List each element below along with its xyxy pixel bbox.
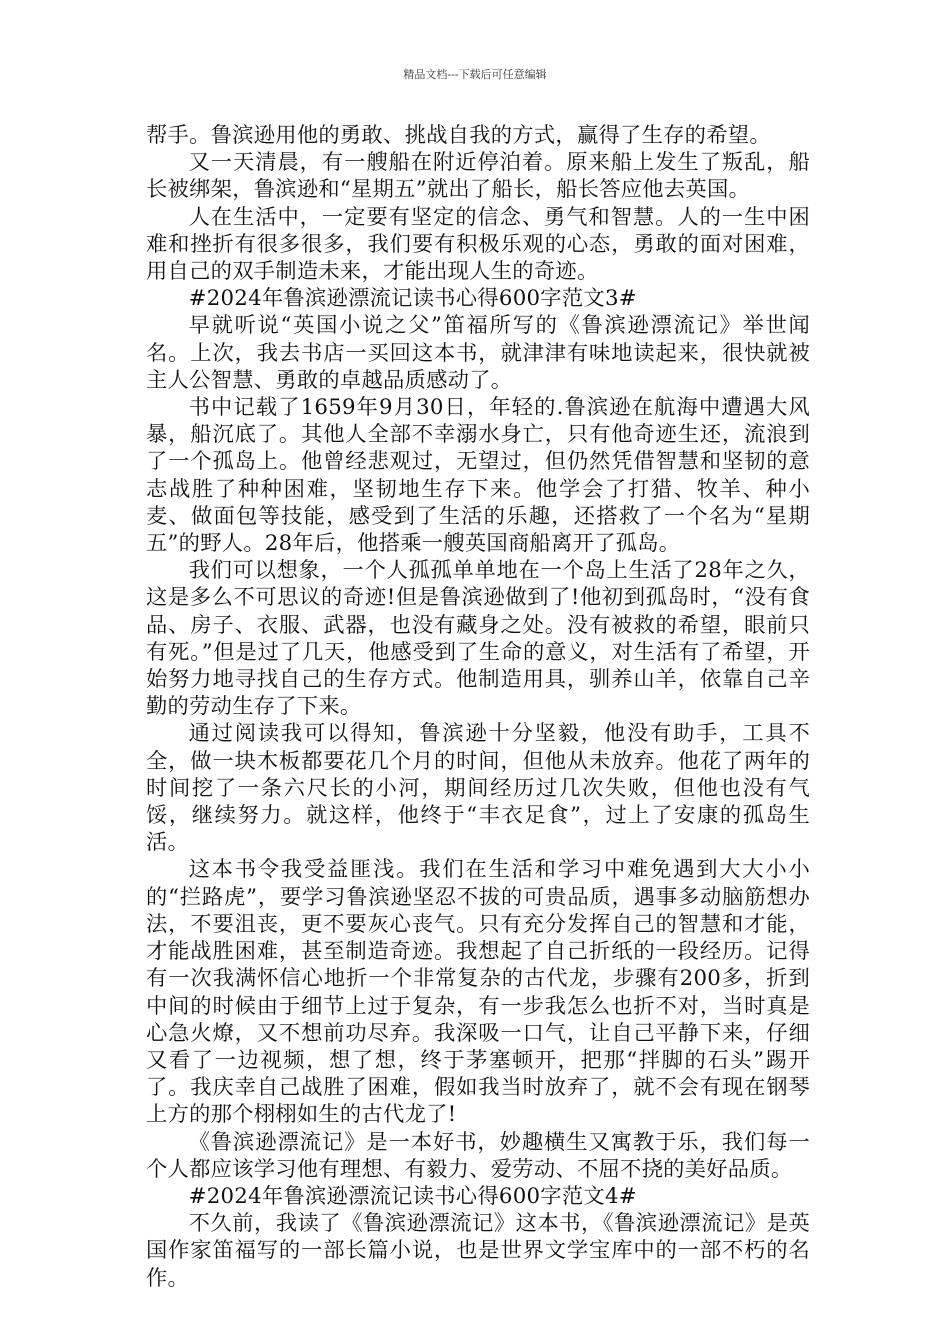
paragraph: 通过阅读我可以得知，鲁滨逊十分坚毅，他没有助手，工具不全，做一块木板都要花几个月的时间，但他从未放弃。他花了两年的时间挖了一条六尺长的小河，期间经历过几次失败，但他也没有气馁，继续努力。就这样，他终于“丰衣足食”，过上了安康的孤岛生活。 [146, 721, 810, 856]
paragraph: 早就听说“英国小说之父”笛福所写的《鲁滨逊漂流记》举世闻名。上次，我去书店一买回这本书，就津津有味地读起来，很快就被主人公智慧、勇敢的卓越品质感动了。 [146, 313, 810, 393]
paragraph: 书中记载了1659年9月30日，年轻的.鲁滨逊在航海中遭遇大风暴，船沉底了。其他人全部不幸溺水身亡，只有他奇迹生还，流浪到了一个孤岛上。他曾经悲观过，无望过，但仍然凭借智慧和坚韧的意志战胜了种种困难，坚韧地生存下来。他学会了打猎、牧羊、种小麦、做面包等技能，感受到了生活的乐趣，还搭救了一个名为“星期五”的野人。28年后，他搭乘一艘英国商船离开了孤岛。 [146, 395, 810, 557]
paragraph: 人在生活中，一定要有坚定的信念、勇气和智慧。人的一生中困难和挫折有很多很多，我们要有积极乐观的心态，勇敢的面对困难，用自己的双手制造未来，才能出现人生的奇迹。 [146, 204, 810, 285]
section-heading: #2024年鲁滨逊漂流记读书心得600字范文4# [188, 1183, 637, 1209]
section-heading: #2024年鲁滨逊漂流记读书心得600字范文3# [188, 286, 637, 312]
paragraph: 《鲁滨逊漂流记》是一本好书，妙趣横生又寓教于乐，我们每一个人都应该学习他有理想、有毅力、爱劳动、不屈不挠的美好品质。 [146, 1129, 810, 1182]
paragraph: 我们可以想象，一个人孤孤单单地在一个岛上生活了28年之久，这是多么不可思议的奇迹!但是鲁滨逊做到了!他初到孤岛时，“没有食品、房子、衣服、武器，也没有藏身之处。没有被救的希望，眼前只有死。”但是过了几天，他感受到了生命的意义，对生活有了希望，开始努力地寻找自己的生存方式。他制造用具，驯养山羊，依靠自己辛勤的劳动生存了下来。 [146, 558, 810, 720]
paragraph: 又一天清晨，有一艘船在附近停泊着。原来船上发生了叛乱，船长被绑架，鲁滨逊和“星期五”就出了船长，船长答应他去英国。 [146, 150, 810, 203]
page-header: 精品文档---下载后可任意编辑 [403, 68, 547, 81]
paragraph: 不久前，我读了《鲁滨逊漂流记》这本书，《鲁滨逊漂流记》是英国作家笛福写的一部长篇小说，也是世界文学宝库中的一部不朽的名作。 [146, 1211, 810, 1291]
paragraph: 这本书令我受益匪浅。我们在生活和学习中难免遇到大大小小的“拦路虎”，要学习鲁滨逊坚忍不拔的可贵品质，遇事多动脑筋想办法，不要沮丧，更不要灰心丧气。只有充分发挥自己的智慧和才能，才能战胜困难，甚至制造奇迹。我想起了自己折纸的一段经历。记得有一次我满怀信心地折一个非常复杂的古代龙，步骤有200多，折到中间的时候由于细节上过于复杂，有一步我怎么也折不对，当时真是心急火燎，又不想前功尽弃。我深吸一口气，让自己平静下来，仔细又看了一边视频，想了想，终于茅塞顿开，把那“拌脚的石头”踢开了。我庆幸自己战胜了困难，假如我当时放弃了，就不会有现在钢琴上方的那个栩栩如生的古代龙了! [146, 857, 810, 1128]
paragraph: 帮手。鲁滨逊用他的勇敢、挑战自我的方式，赢得了生存的希望。 [146, 123, 771, 148]
document-body [146, 122, 810, 1292]
